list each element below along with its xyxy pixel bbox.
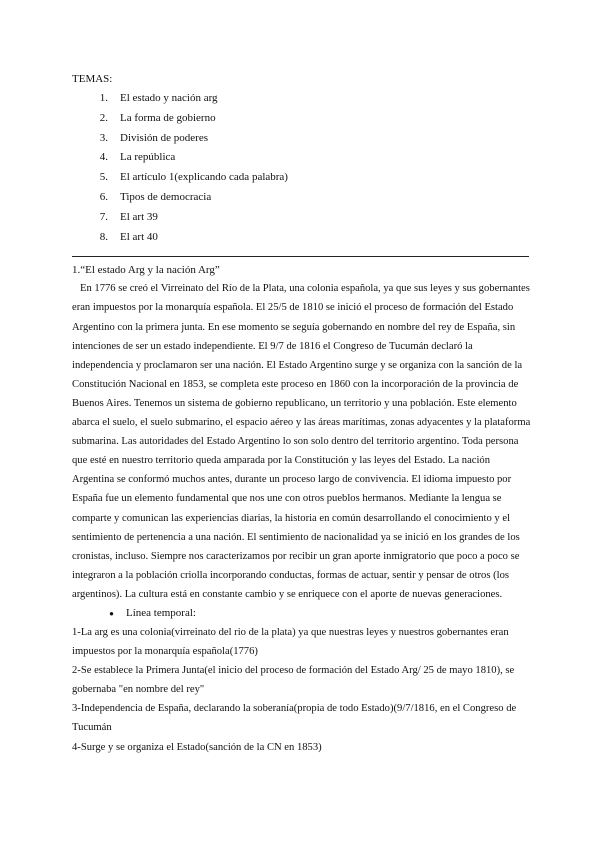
topic-number: 6.: [99, 190, 108, 203]
body-paragraph: En 1776 se creó el Virreinato del Río de la Plata, una colonia española, ya que sus leyes y sus gobernantes eran impuestos por la monarquía española. El 25/5 de 1810 se inició el proceso de formación del Estado Argentino con la primera junta. En ese momento se seguía gobernando en nombre del rey de España, sin intenciones de ser un estado independiente. El 9/7 de 1816 el Congreso de Tucumán declaró la independencia y proclamaron ser una nación. El Estado Argentino surge y se organiza con la sanción de la Constitución Nacional en 1853, se completa este proceso en 1860 con la incorporación de la provincia de Buenos Aires. Tenemos un sistema de gobierno republicano, un territorio y una población. Este elemento abarca el suelo, el suelo submarino, el espacio aéreo y las áreas marítimas, zonas adyacentes y la plataforma submarina. Las autoridades del Estado Argentino lo son solo dentro del territorio argentino. Toda persona que esté en nuestro territorio queda amparada por la Constitución y las leyes del Estado. La nación Argentina se conformó muchos antes, durante un proceso largo de convivencia. El idioma impuesto por España fue un elemento fundamental que nos une con otros pueblos hermanos. Mediante la lengua se comparte y comunican las experiencias diarias, la historia en común desarrollando el conocimiento y el sentimiento de pertenencia a una nación. El sentimiento de nacionalidad ya se inició en los grandes de los cronistas, incluso. Siempre nos caracterizamos por recibir un gran aporte inmigratorio que poco a poco se integraron a la población criolla incorporando conductas, formas de actuar, sentir y pensar de otros (los argentinos). La cultura está en constante cambio y se enriquece con el aporte de nuevas generaciones.: [72, 283, 531, 600]
topic-item: [72, 228, 528, 248]
bullet-text: Línea temporal:: [126, 606, 196, 619]
topic-text: El artículo 1(explicando cada palabra): [120, 171, 288, 184]
topic-text: La forma de gobierno: [120, 111, 216, 124]
topic-number: 8.: [99, 230, 108, 243]
topic-number: 3.: [99, 131, 108, 144]
timeline-item: 2-Se establece la Primera Junta(el inicio del proceso de formación del Estado Arg/ 25 de mayo 1810), se gobernaba "en nombre del rey": [72, 665, 515, 696]
topic-item: [72, 188, 528, 208]
topic-text: El art 40: [120, 230, 158, 243]
bullet-item: [72, 604, 528, 623]
section-divider: [72, 256, 529, 257]
topic-item: [72, 129, 528, 149]
topic-number: 4.: [99, 151, 108, 164]
topic-text: La república: [120, 151, 176, 164]
bullet-dot-icon: ●: [109, 608, 114, 618]
topic-text: El estado y nación arg: [120, 92, 218, 104]
topic-text: División de poderes: [120, 131, 208, 144]
timeline-item: 3-Independencia de España, declarando la soberanía(propia de todo Estado)(9/7/1816, en el Congreso de Tucumán: [72, 703, 517, 734]
topic-text: Tipos de democracia: [120, 190, 212, 203]
timeline-item: 4-Surge y se organiza el Estado(sanción de la CN en 1853): [72, 741, 322, 753]
bullet-list: [72, 604, 528, 623]
topic-item: [72, 208, 528, 228]
timeline-item: 1-La arg es una colonia(virreinato del rio de la plata) ya que nuestras leyes y nuestros gobernantes eran impuestos por la monarquía española(1776): [72, 626, 509, 658]
topic-number: 2.: [99, 111, 108, 124]
topics-list: [72, 89, 528, 247]
topics-heading: TEMAS:: [72, 73, 113, 85]
topic-item: [72, 89, 528, 109]
topic-number: 5.: [99, 171, 108, 184]
topic-item: [72, 168, 528, 188]
section-title: 1.“El estado Arg y la nación Arg”: [72, 264, 220, 277]
topic-text: El art 39: [120, 210, 158, 223]
topic-number: 1.: [99, 92, 108, 104]
topic-item: [72, 109, 528, 129]
topic-item: [72, 148, 528, 168]
topic-number: 7.: [99, 210, 108, 223]
